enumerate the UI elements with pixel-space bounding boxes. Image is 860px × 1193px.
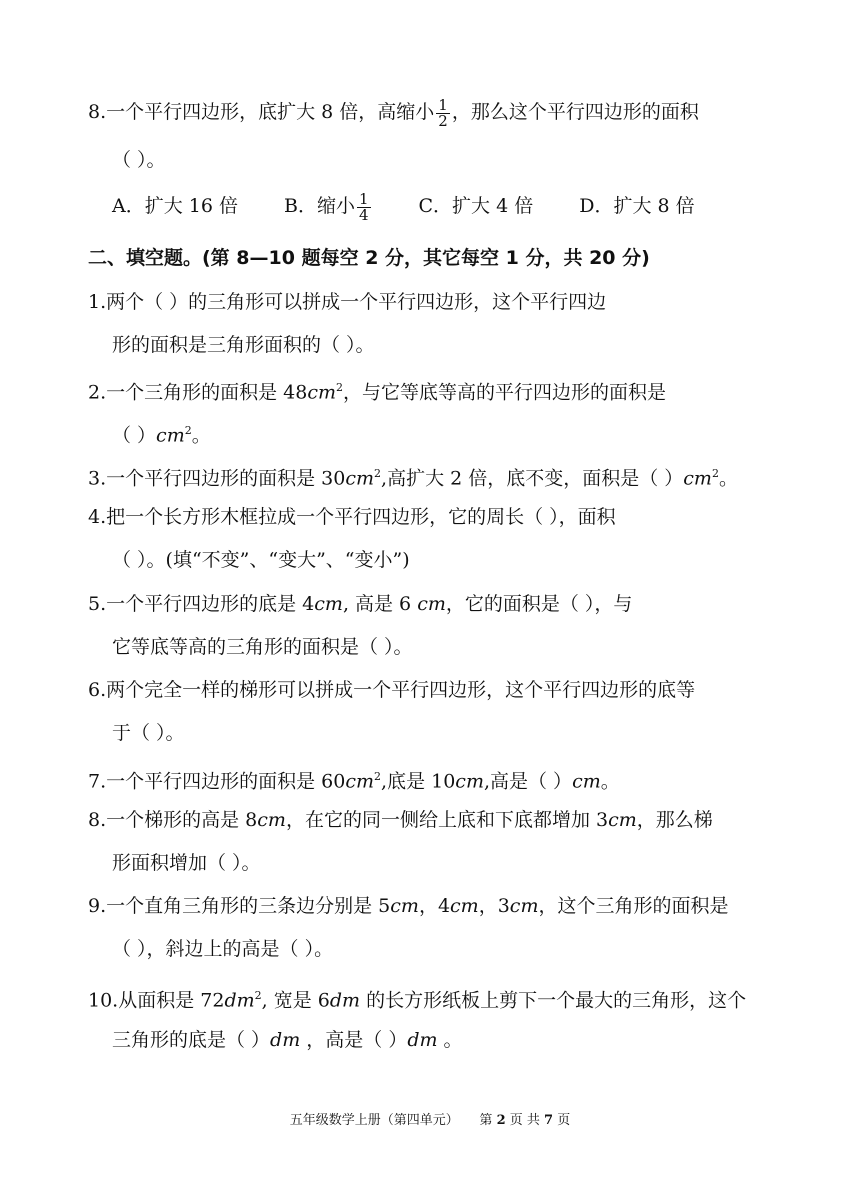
- question-8-blank: （ ）。: [112, 149, 166, 171]
- fill-2-line-2: （ ）$cm^2$。: [112, 424, 211, 447]
- fill-7: 7.一个平行四边形的面积是 $60cm^2$,底是 10cm,高是（ ）cm。: [88, 770, 620, 793]
- fill-8-line-2: 形面积增加（ ）。: [112, 852, 261, 874]
- fraction-one-half: $\frac{1}{2}$: [438, 95, 448, 130]
- fill-4-line-1: 4.把一个长方形木框拉成一个平行四边形，它的周长（ ），面积: [88, 506, 616, 528]
- fraction-one-quarter: $\frac{1}{4}$: [358, 189, 369, 224]
- fill-9-line-2: （ ），斜边上的高是（ ）。: [112, 938, 334, 960]
- fill-1-line-2: 形的面积是三角形面积的（ ）。: [112, 334, 375, 356]
- fill-8-line-1: 8.一个梯形的高是 8cm，在它的同一侧给上底和下底都增加 3cm，那么梯: [88, 809, 713, 831]
- fill-10-line-2: 三角形的底是（ ）dm ，高是（ ）dm 。: [112, 1029, 463, 1051]
- option-c[interactable]: C．扩大 4 倍: [418, 195, 534, 217]
- fill-9-line-1: 9.一个直角三角形的三条边分别是 5cm，4cm，3cm，这个三角形的面积是: [88, 895, 729, 917]
- fill-6-line-2: 于（ ）。: [112, 722, 185, 744]
- fill-4-line-2: （ ）。(填“不变”、“变大”、“变小”): [112, 549, 410, 571]
- fill-2-line-1: 2.一个三角形的面积是 $48cm^2$，与它等底等高的平行四边形的面积是: [88, 381, 667, 404]
- footer-title: 五年级数学上册（第四单元）: [289, 1113, 459, 1128]
- fill-5-line-2: 它等底等高的三角形的面积是（ ）。: [112, 636, 413, 658]
- section-2-title: 二、填空题。(第 8—10 题每空 2 分，其它每空 1 分，共 20 分): [88, 247, 650, 269]
- page-total: 7: [544, 1113, 554, 1128]
- fill-5-line-1: 5.一个平行四边形的底是 4cm, 高是 6 cm，它的面积是（ ），与: [88, 593, 633, 615]
- question-8-options: [112, 188, 790, 224]
- page-number: 2: [496, 1113, 506, 1128]
- fill-3: 3.一个平行四边形的面积是 $30cm^2$,高扩大 2 倍，底不变，面积是（ ）$cm^2$。: [88, 467, 738, 490]
- option-a[interactable]: A．扩大 16 倍: [112, 195, 238, 217]
- option-d[interactable]: D．扩大 8 倍: [579, 195, 695, 217]
- fill-10-line-1: 10.从面积是 $72dm^2$, 宽是 6dm 的长方形纸板上剪下一个最大的三角形，这个: [88, 989, 747, 1012]
- option-b[interactable]: B．缩小 $\frac{1}{4}$: [283, 189, 369, 224]
- question-8: 8.一个平行四边形，底扩大 8 倍，高缩小 $\frac{1}{2}$ ，那么这个平行四边形的面积: [88, 95, 699, 130]
- page-footer: 五年级数学上册（第四单元） 第 2 页 共 7 页: [289, 1113, 571, 1128]
- fill-6-line-1: 6.两个完全一样的梯形可以拼成一个平行四边形，这个平行四边形的底等: [88, 679, 696, 701]
- fill-1-line-1: 1.两个（ ）的三角形可以拼成一个平行四边形，这个平行四边: [88, 291, 607, 313]
